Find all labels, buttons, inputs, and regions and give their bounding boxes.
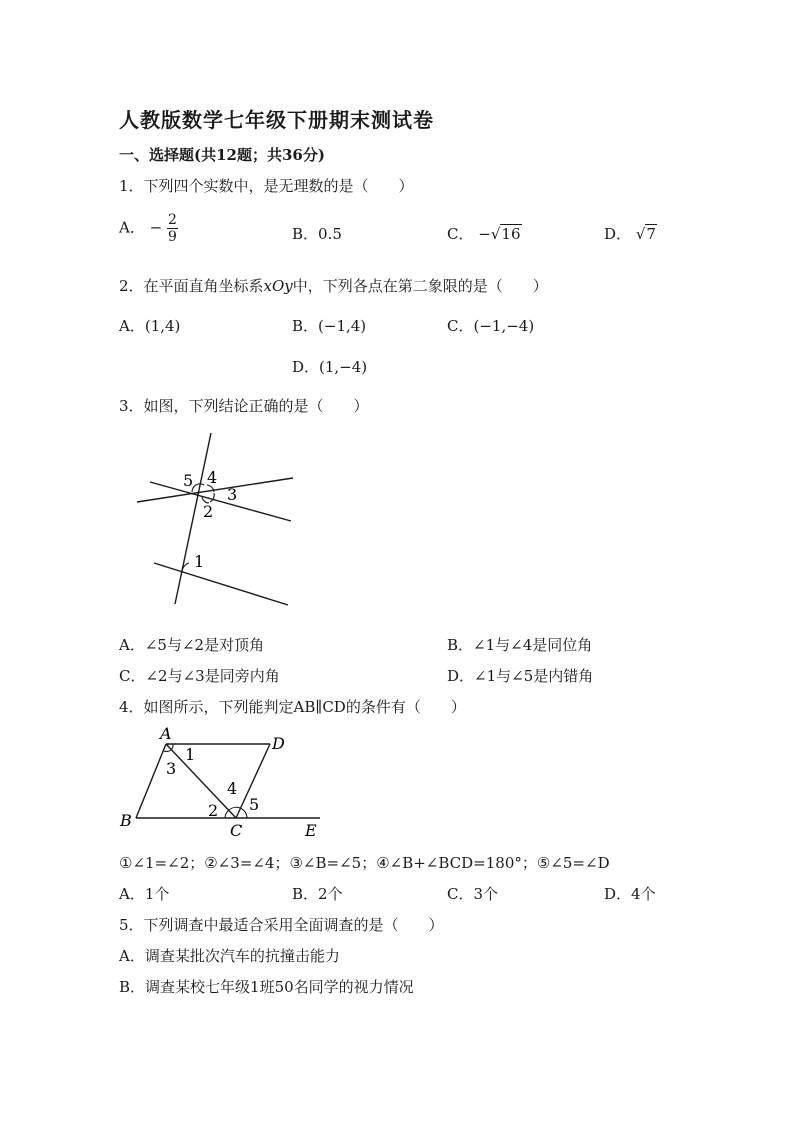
q2-option-c: [447, 315, 534, 336]
stem-text: 中，下列各点在第二象限的是（ ）: [292, 277, 548, 295]
option-value: (1,−4): [319, 358, 368, 376]
point-label-A: A: [160, 724, 172, 743]
option-label: B．: [292, 885, 319, 903]
q4-conditions: ①∠1=∠2；②∠3=∠4；③∠B=∠5；④∠B+∠BCD=180°；⑤∠5=∠D: [119, 854, 610, 872]
minus-sign: −: [149, 218, 163, 237]
option-label: D．: [292, 358, 320, 376]
option-label: C．: [447, 317, 474, 335]
q3-figure: [130, 430, 300, 610]
q1-option-d: [604, 223, 657, 244]
q3-option-a: [119, 634, 264, 655]
q4-figure: [115, 722, 330, 844]
question-4-stem: 4．如图所示，下列能判定AB∥CD的条件有（ ）: [119, 698, 466, 716]
option-label: C．: [119, 667, 146, 685]
option-label: A．: [119, 636, 145, 654]
question-5-stem: 5．下列调查中最适合采用全面调查的是（ ）: [119, 916, 444, 934]
angle-arc-3: [210, 493, 214, 502]
q1-option-c: [447, 223, 522, 244]
q4-option-b: [292, 883, 343, 904]
option-text: ∠1与∠5是内错角: [474, 667, 594, 685]
lower-line: [154, 563, 288, 605]
option-text: ∠1与∠4是同位角: [473, 636, 593, 654]
q4-option-c: [447, 883, 498, 904]
upper-line-2: [150, 482, 291, 521]
radicand: 7: [646, 225, 656, 243]
q1-option-a: [119, 212, 178, 245]
option-value: (−1,4): [318, 317, 367, 335]
option-label: D．: [604, 225, 632, 243]
q2-option-a: [119, 315, 180, 336]
point-label-E: E: [305, 821, 317, 840]
q5-option-a: A．调查某批次汽车的抗撞击能力: [119, 947, 340, 965]
section-heading: 一、选择题(共12题；共36分): [119, 146, 325, 164]
fraction: [167, 212, 178, 245]
radicand: 16: [501, 225, 521, 243]
stem-text: 2．在平面直角坐标系: [119, 277, 264, 295]
option-label: C．: [447, 225, 474, 243]
angle-arc-4: [229, 807, 240, 810]
option-text: 4个: [631, 885, 656, 903]
angle-label-3: 3: [166, 759, 177, 778]
option-text: 2个: [318, 885, 343, 903]
q2-option-b: [292, 315, 366, 336]
q4-option-a: [119, 883, 169, 904]
point-label-B: B: [120, 811, 132, 830]
angle-label-4: 4: [227, 779, 238, 798]
option-text: 3个: [473, 885, 499, 903]
option-label: A．: [119, 317, 145, 335]
angle-label-4: 4: [207, 468, 218, 487]
square-root: √16: [490, 225, 521, 243]
option-text: ∠2与∠3是同旁内角: [145, 667, 280, 685]
q5-option-b: B．调查某校七年级1班50名同学的视力情况: [119, 978, 414, 996]
option-label: D．: [604, 885, 632, 903]
page-title: 人教版数学七年级下册期末测试卷: [119, 108, 434, 132]
q4-option-d: [604, 883, 656, 904]
question-3-stem: 3．如图，下列结论正确的是（ ）: [119, 397, 369, 415]
angle-label-5: 5: [249, 795, 260, 814]
q2-option-d: [292, 356, 367, 377]
angle-label-5: 5: [183, 471, 194, 490]
q3-option-b: [447, 634, 592, 655]
angle-label-1: 1: [185, 745, 196, 764]
option-text: ∠5与∠2是对顶角: [144, 636, 265, 654]
option-label: B．: [447, 636, 474, 654]
option-label: B．: [292, 317, 319, 335]
option-label: C．: [447, 885, 474, 903]
option-label: B．: [292, 225, 319, 243]
option-label: D．: [447, 667, 475, 685]
option-value: (1,4): [144, 317, 181, 335]
segment-AC: [166, 744, 236, 818]
angle-label-2: 2: [208, 801, 219, 820]
option-value: (−1,−4): [473, 317, 535, 335]
numerator: 2: [167, 212, 177, 228]
denominator: 9: [167, 229, 177, 245]
q3-option-d: [447, 665, 593, 686]
coordinate-system-name: xOy: [263, 277, 293, 295]
angle-arc-1: [171, 744, 173, 750]
minus-sign: −: [478, 225, 491, 243]
angle-arc-3: [164, 750, 171, 752]
segment-AB: [136, 744, 166, 818]
option-value: 0.5: [318, 225, 342, 243]
option-label: A．: [119, 885, 145, 903]
angle-arc-2: [225, 810, 229, 818]
point-label-C: C: [230, 821, 243, 840]
option-text: 1个: [144, 885, 170, 903]
square-root: √7: [635, 225, 656, 243]
angle-label-3: 3: [227, 485, 238, 504]
q3-option-c: [119, 665, 280, 686]
angle-label-2: 2: [203, 502, 214, 521]
angle-label-1: 1: [194, 552, 205, 571]
angle-arc-5: [240, 808, 247, 818]
point-label-D: D: [272, 734, 285, 753]
q1-option-b: [292, 223, 342, 244]
option-label: A．: [119, 218, 145, 237]
question-2-stem: [119, 275, 548, 296]
angle-arc-5: [192, 484, 204, 492]
question-1-stem: 1．下列四个实数中，是无理数的是（ ）: [119, 177, 414, 195]
